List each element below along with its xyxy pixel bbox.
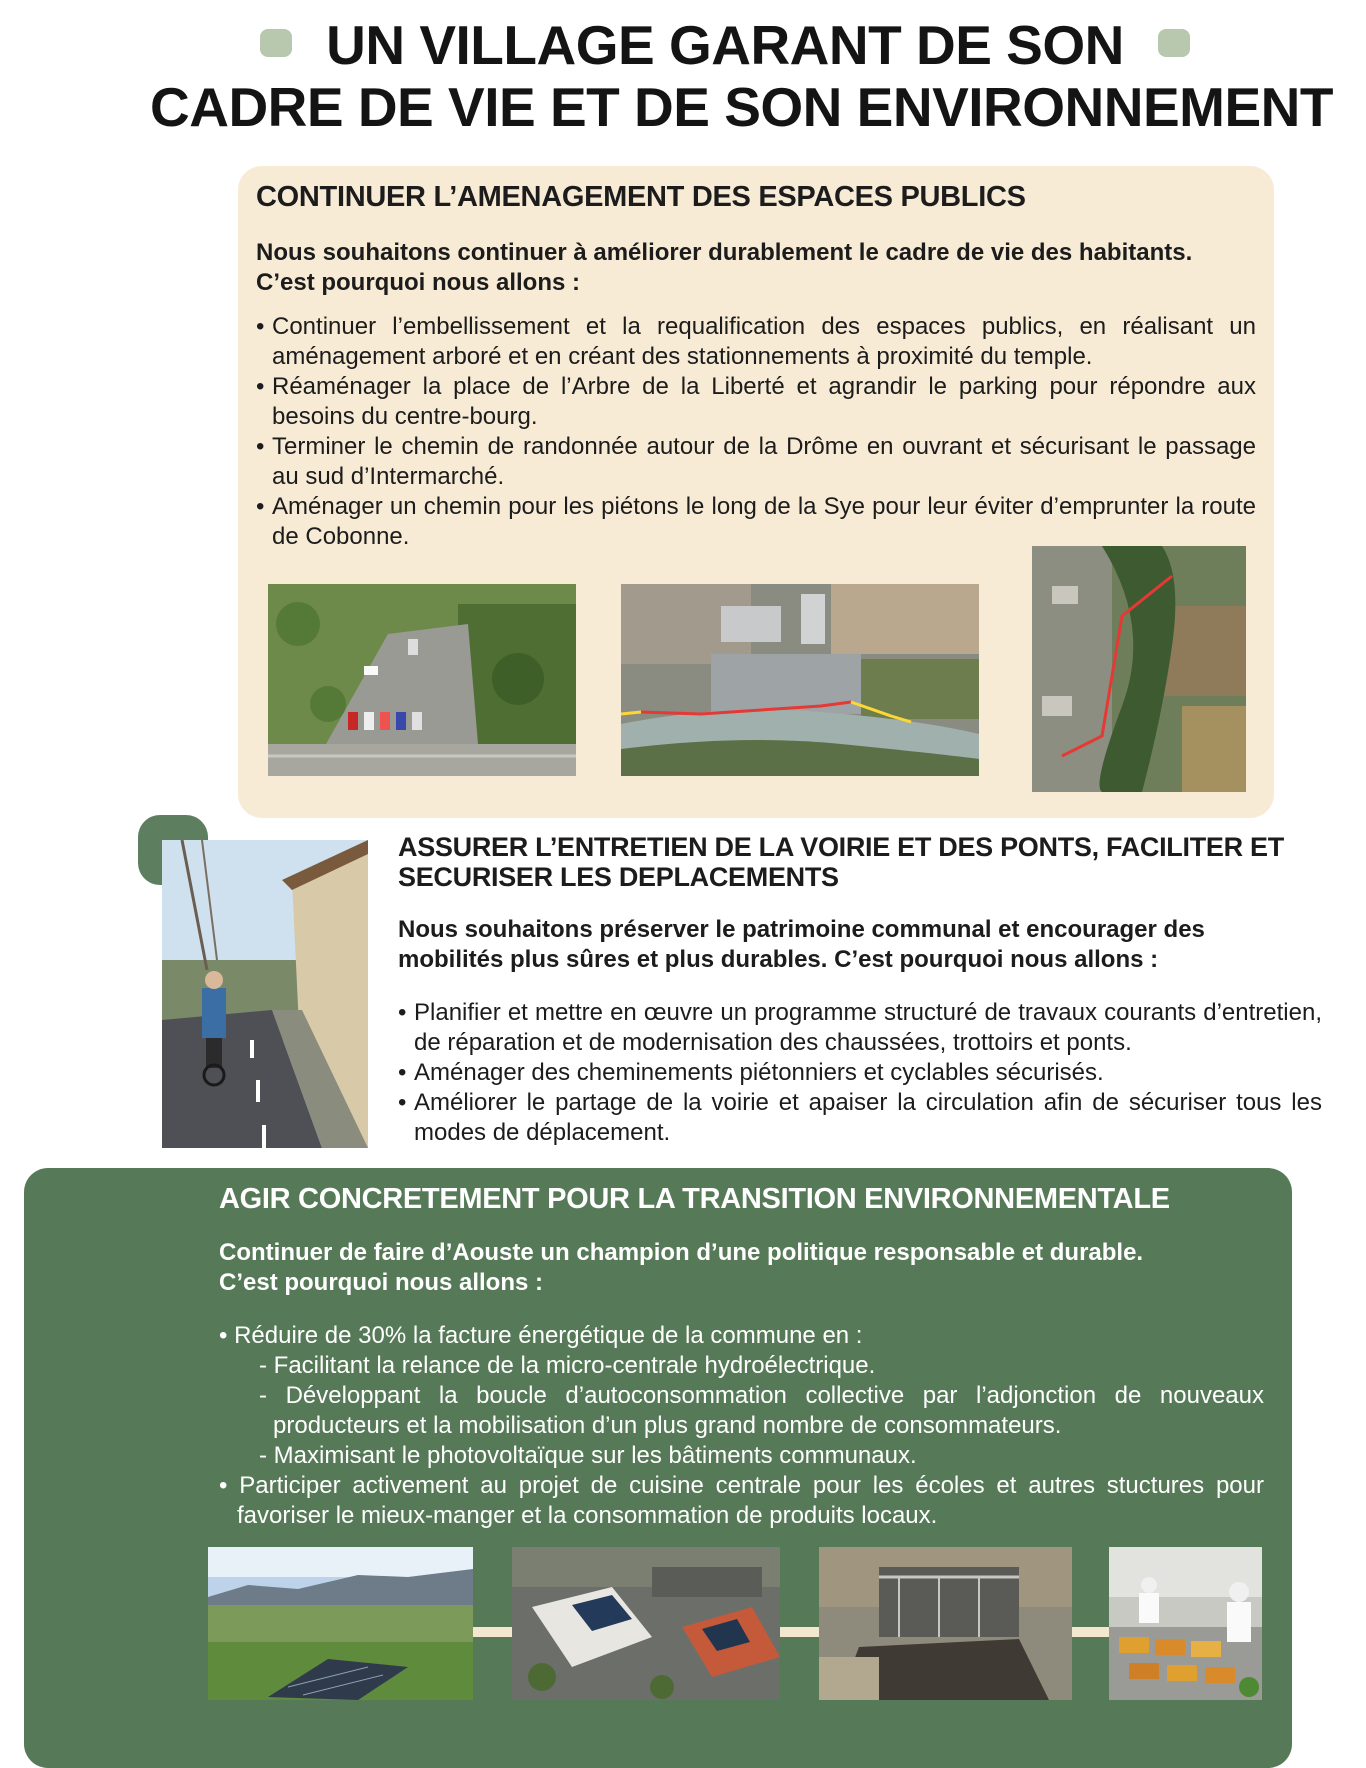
section2-intro: Nous souhaitons préserver le patrimoine communal et encourager des mobilités plus sûres et plus durables. C’est pourquoi nous allons :	[398, 916, 1205, 973]
photo-aerial-river-path	[621, 584, 979, 776]
photo-micro-hydro-plant	[819, 1547, 1072, 1700]
list-item: • Aménager des cheminements piétonniers et cyclables sécurisés.	[398, 1059, 1104, 1086]
list-item: • Continuer l’embellissement et la requalification des espaces publics, en réalisant un aménagement arboré et en créant des stationnements à proximité du temple.	[256, 313, 1256, 370]
photo-aerial-solar-roofs	[512, 1547, 780, 1700]
title-line-2: CADRE DE VIE ET DE SON ENVIRONNEMENT	[150, 76, 1333, 138]
list-item: • Planifier et mettre en œuvre un programme structuré de travaux courants d’entretien, de réparation et de modernisation des chaussées, trottoirs et ponts.	[398, 999, 1322, 1056]
photo-aerial-sye-path	[1032, 546, 1246, 792]
list-item: • Terminer le chemin de randonnée autour de la Drôme en ouvrant et sécurisant le passage au sud d’Intermarché.	[256, 433, 1256, 490]
section1-heading: CONTINUER L’AMENAGEMENT DES ESPACES PUBLICS	[256, 181, 1026, 213]
title-line-1: UN VILLAGE GARANT DE SON	[150, 14, 1300, 76]
section2-heading: ASSURER L’ENTRETIEN DE LA VOIRIE ET DES PONTS, FACILITER ET SECURISER LES DEPLACEMENTS	[398, 832, 1284, 892]
list-item: - Développant la boucle d’autoconsommation collective par l’adjonction de nouveaux producteurs et la mobilisation d’un plus grand nombre de consommateurs.	[259, 1382, 1264, 1439]
section3-bullet-list	[219, 1321, 1264, 1531]
section1-bullet-list	[256, 312, 1256, 552]
photo-solar-farm-landscape	[208, 1547, 473, 1700]
list-item: • Réaménager la place de l’Arbre de la Liberté et agrandir le parking pour répondre aux besoins du centre-bourg.	[256, 373, 1256, 430]
photo-aerial-parking	[268, 584, 576, 776]
list-item: - Maximisant le photovoltaïque sur les bâtiments communaux.	[259, 1442, 917, 1469]
section1-intro: Nous souhaitons continuer à améliorer durablement le cadre de vie des habitants. C’est pourquoi nous allons :	[256, 239, 1193, 296]
section3-heading: AGIR CONCRETEMENT POUR LA TRANSITION ENVIRONNEMENTALE	[219, 1183, 1170, 1215]
list-item: • Améliorer le partage de la voirie et apaiser la circulation afin de sécuriser tous les modes de déplacement.	[398, 1089, 1322, 1146]
list-item: • Participer activement au projet de cuisine centrale pour les écoles et autres stuctures pour favoriser le mieux-manger et la consommation de produits locaux.	[219, 1472, 1264, 1529]
section3-intro: Continuer de faire d’Aouste un champion d’une politique responsable et durable. C’est pourquoi nous allons :	[219, 1239, 1144, 1296]
photo-central-kitchen	[1109, 1547, 1262, 1700]
list-item: - Facilitant la relance de la micro-centrale hydroélectrique.	[259, 1352, 876, 1379]
page-title	[150, 14, 1333, 138]
title-dot-left	[260, 29, 292, 57]
list-item: • Réduire de 30% la facture énergétique de la commune en :	[219, 1322, 863, 1349]
title-dot-right	[1158, 29, 1190, 57]
photo-cyclist-road	[162, 840, 368, 1148]
section2-bullet-list	[398, 998, 1322, 1148]
list-item: • Aménager un chemin pour les piétons le long de la Sye pour leur éviter d’emprunter la route de Cobonne.	[256, 493, 1256, 550]
